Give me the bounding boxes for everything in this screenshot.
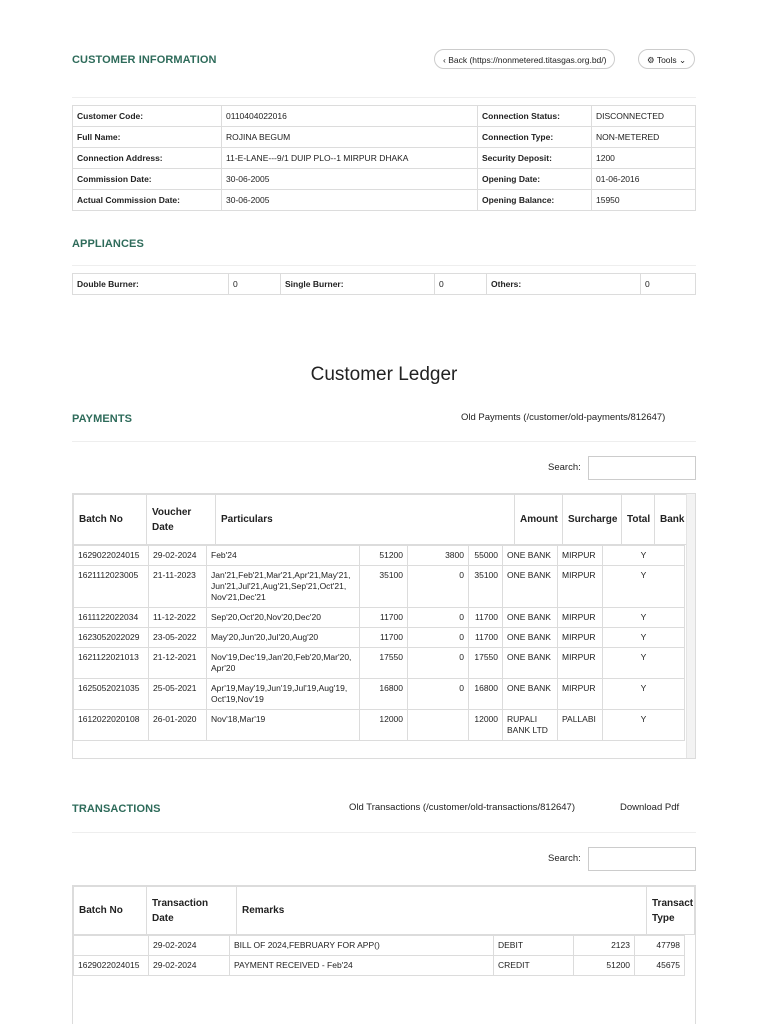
table-row: [74, 648, 685, 679]
info-row: [73, 148, 696, 169]
transactions-search-label: Search:: [548, 853, 581, 864]
table-cell: MIRPUR: [558, 608, 603, 628]
table-cell: 55000: [469, 546, 503, 566]
table-cell: 21-11-2023: [149, 566, 207, 608]
table-cell: RUPALI BANK LTD: [503, 710, 558, 741]
table-cell: 12000: [469, 710, 503, 741]
table-cell: 0: [408, 608, 469, 628]
back-button[interactable]: ‹ Back (https://nonmetered.titasgas.org.bd/): [434, 49, 615, 69]
transactions-column-header[interactable]: Remarks: [237, 887, 647, 935]
transactions-header: [73, 886, 695, 935]
double-burner-label: Double Burner:: [73, 274, 229, 295]
table-cell: 2123: [574, 936, 635, 956]
payments-title: PAYMENTS: [72, 413, 133, 425]
payments-search-input[interactable]: [588, 456, 696, 480]
transactions-column-header[interactable]: Batch No: [74, 887, 147, 935]
table-cell: [408, 710, 469, 741]
divider: [72, 832, 696, 833]
info-label: Opening Balance:: [478, 190, 592, 211]
divider: [72, 265, 696, 266]
table-cell: 1623052022029: [74, 628, 149, 648]
info-value: DISCONNECTED: [592, 106, 696, 127]
table-cell: 35100: [360, 566, 408, 608]
payments-body: [73, 545, 685, 741]
table-cell: 0: [408, 628, 469, 648]
table-cell: ONE BANK: [503, 566, 558, 608]
info-label: Commission Date:: [73, 169, 222, 190]
table-cell: 1629022024015: [74, 956, 149, 976]
table-cell: 25-05-2021: [149, 679, 207, 710]
info-value: 15950: [592, 190, 696, 211]
transactions-body: [73, 935, 685, 976]
transactions-table: [72, 885, 696, 1024]
payments-table: [72, 493, 696, 759]
table-cell: MIRPUR: [558, 628, 603, 648]
table-cell: 0: [408, 679, 469, 710]
table-cell: Nov'18,Mar'19: [207, 710, 360, 741]
payments-column-header[interactable]: Particulars: [216, 495, 515, 545]
table-cell: ONE BANK: [503, 679, 558, 710]
table-cell: 45675: [635, 956, 685, 976]
table-cell: Apr'19,May'19,Jun'19,Jul'19,Aug'19, Oct'19,Nov'19: [207, 679, 360, 710]
payments-column-header[interactable]: Total: [622, 495, 655, 545]
table-cell: MIRPUR: [558, 566, 603, 608]
info-value: 30-06-2005: [222, 169, 478, 190]
customer-info-table: [72, 105, 696, 211]
table-cell: CREDIT: [494, 956, 574, 976]
info-label: Connection Address:: [73, 148, 222, 169]
table-cell: 16800: [469, 679, 503, 710]
info-row: [73, 169, 696, 190]
info-value: ROJINA BEGUM: [222, 127, 478, 148]
info-label: Connection Status:: [478, 106, 592, 127]
transactions-column-header[interactable]: Transact Type: [647, 887, 695, 935]
table-cell: May'20,Jun'20,Jul'20,Aug'20: [207, 628, 360, 648]
customer-info-title: CUSTOMER INFORMATION: [72, 54, 217, 66]
table-cell: 11-12-2022: [149, 608, 207, 628]
table-cell: Y: [603, 679, 685, 710]
table-cell: Y: [603, 608, 685, 628]
table-cell: 3800: [408, 546, 469, 566]
double-burner-value: 0: [229, 274, 281, 295]
info-value: 30-06-2005: [222, 190, 478, 211]
table-cell: MIRPUR: [558, 546, 603, 566]
table-cell: Sep'20,Oct'20,Nov'20,Dec'20: [207, 608, 360, 628]
info-row: [73, 106, 696, 127]
table-cell: 17550: [469, 648, 503, 679]
table-row: [74, 679, 685, 710]
table-cell: ONE BANK: [503, 648, 558, 679]
table-row: [74, 710, 685, 741]
info-value: 01-06-2016: [592, 169, 696, 190]
table-row: [74, 566, 685, 608]
table-cell: 51200: [360, 546, 408, 566]
table-cell: 47798: [635, 936, 685, 956]
table-cell: ONE BANK: [503, 628, 558, 648]
table-cell: 26-01-2020: [149, 710, 207, 741]
table-row: [74, 608, 685, 628]
old-transactions-link[interactable]: Old Transactions (/customer/old-transactions/812647): [349, 802, 575, 813]
table-cell: ONE BANK: [503, 608, 558, 628]
table-cell: Y: [603, 546, 685, 566]
table-cell: 51200: [574, 956, 635, 976]
table-cell: Y: [603, 566, 685, 608]
payments-column-header[interactable]: Surcharge: [563, 495, 622, 545]
table-cell: 29-02-2024: [149, 936, 230, 956]
info-label: Full Name:: [73, 127, 222, 148]
payments-search-label: Search:: [548, 462, 581, 473]
table-cell: 11700: [360, 628, 408, 648]
divider: [72, 97, 696, 98]
table-cell: 29-02-2024: [149, 546, 207, 566]
info-row: [73, 127, 696, 148]
table-cell: 23-05-2022: [149, 628, 207, 648]
info-row: [73, 190, 696, 211]
table-cell: DEBIT: [494, 936, 574, 956]
table-cell: 1611122022034: [74, 608, 149, 628]
transactions-title: TRANSACTIONS: [72, 803, 161, 815]
payments-scrollbar[interactable]: [686, 494, 695, 758]
table-cell: 12000: [360, 710, 408, 741]
info-label: Customer Code:: [73, 106, 222, 127]
table-row: [74, 936, 685, 956]
table-row: [74, 628, 685, 648]
single-burner-label: Single Burner:: [281, 274, 435, 295]
table-cell: [74, 936, 149, 956]
payments-column-header[interactable]: Voucher Date: [147, 495, 216, 545]
appliances-title: APPLIANCES: [72, 238, 144, 250]
info-value: 1200: [592, 148, 696, 169]
table-row: [74, 956, 685, 976]
table-cell: 29-02-2024: [149, 956, 230, 976]
payments-column-header[interactable]: Batch No: [74, 495, 147, 545]
download-pdf-link[interactable]: Download Pdf: [620, 802, 680, 813]
payments-header: [73, 494, 695, 545]
payments-column-header[interactable]: Amount: [515, 495, 563, 545]
table-cell: MIRPUR: [558, 679, 603, 710]
table-cell: MIRPUR: [558, 648, 603, 679]
info-value: 0110404022016: [222, 106, 478, 127]
divider: [72, 441, 696, 442]
table-cell: Y: [603, 628, 685, 648]
table-cell: 17550: [360, 648, 408, 679]
table-cell: 1629022024015: [74, 546, 149, 566]
table-cell: 0: [408, 648, 469, 679]
table-cell: 1625052021035: [74, 679, 149, 710]
others-value: 0: [641, 274, 696, 295]
table-cell: 1612022020108: [74, 710, 149, 741]
table-cell: 16800: [360, 679, 408, 710]
single-burner-value: 0: [435, 274, 487, 295]
tools-button[interactable]: ⚙ Tools ⌄: [638, 49, 695, 69]
table-cell: Feb'24: [207, 546, 360, 566]
others-label: Others:: [487, 274, 641, 295]
table-cell: Nov'19,Dec'19,Jan'20,Feb'20,Mar'20, Apr'20: [207, 648, 360, 679]
table-cell: 21-12-2021: [149, 648, 207, 679]
table-cell: 35100: [469, 566, 503, 608]
table-cell: BILL OF 2024,FEBRUARY FOR APP(): [230, 936, 494, 956]
table-cell: Y: [603, 648, 685, 679]
transactions-column-header[interactable]: Transaction Date: [147, 887, 237, 935]
table-cell: 11700: [360, 608, 408, 628]
table-cell: PALLABI: [558, 710, 603, 741]
table-cell: 1621112023005: [74, 566, 149, 608]
table-cell: 1621122021013: [74, 648, 149, 679]
table-cell: PAYMENT RECEIVED - Feb'24: [230, 956, 494, 976]
info-label: Connection Type:: [478, 127, 592, 148]
table-cell: 11700: [469, 608, 503, 628]
old-payments-link[interactable]: Old Payments (/customer/old-payments/812647): [461, 412, 666, 423]
info-label: Actual Commission Date:: [73, 190, 222, 211]
info-value: NON-METERED: [592, 127, 696, 148]
transactions-search-input[interactable]: [588, 847, 696, 871]
table-cell: ONE BANK: [503, 546, 558, 566]
table-cell: 0: [408, 566, 469, 608]
table-cell: Y: [603, 710, 685, 741]
info-value: 11-E-LANE---9/1 DUIP PLO--1 MIRPUR DHAKA: [222, 148, 478, 169]
payments-column-header[interactable]: Bank: [655, 495, 695, 545]
table-row: [74, 546, 685, 566]
appliances-table: [72, 273, 696, 295]
info-label: Opening Date:: [478, 169, 592, 190]
table-cell: 11700: [469, 628, 503, 648]
ledger-title: Customer Ledger: [310, 364, 458, 385]
info-label: Security Deposit:: [478, 148, 592, 169]
table-cell: Jan'21,Feb'21,Mar'21,Apr'21,May'21, Jun'21,Jul'21,Aug'21,Sep'21,Oct'21, Nov'21,Dec'21: [207, 566, 360, 608]
